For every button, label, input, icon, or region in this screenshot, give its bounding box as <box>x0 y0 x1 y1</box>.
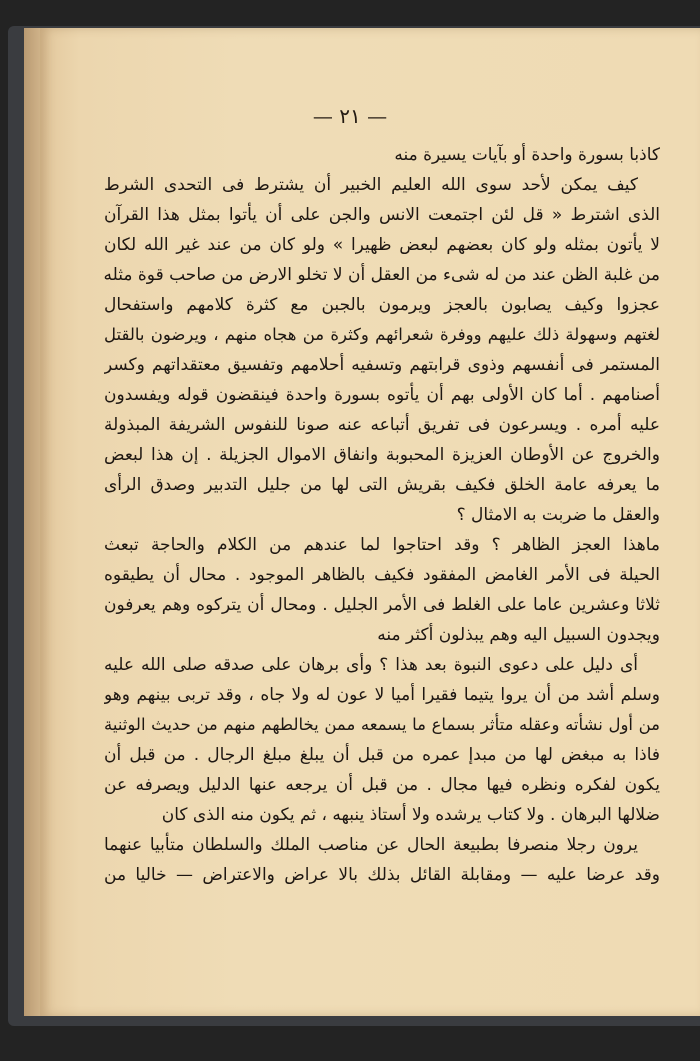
text-line: عجزوا وكيف يصابون بالعجز ويرمون بالجبن مع كثرة كلامهم واستفحال <box>104 295 660 315</box>
text-line: وسلم أشد من أن يروا يتيما فقيرا أميا لا عون له ولا جاه ، وقد تربى بينهم وهو <box>104 685 660 705</box>
page-number: — ٢١ — <box>312 104 388 128</box>
text-line: والخروج عن الأوطان العزيزة المحبوبة وانفاق الاموال الجزيلة . إن هذا لبعض <box>104 445 660 465</box>
text-line: فاذا به مبغض لها من مبدإ عمره من قبل أن يبلغ مبلغ الرجال . من قبل أن <box>104 745 660 765</box>
text-line: ثلاثا وعشرين عاما على الغلط فى الأمر الجليل . ومحال أن يتركوه وهم يعرفون <box>104 595 660 615</box>
text-line: كيف يمكن لأحد سوى الله العليم الخبير أن يشترط فى التحدى الشرط <box>104 175 638 195</box>
body-text <box>104 140 660 890</box>
text-line: الذى اشترط « قل لئن اجتمعت الانس والجن على أن يأتوا بمثل هذا القرآن <box>104 205 660 225</box>
text-line: الحيلة فى الأمر الغامض المفقود فكيف بالظاهر الموجود . محال أن يطيقوه <box>104 565 660 585</box>
text-line: ماهذا العجز الظاهر ؟ وقد احتاجوا لما عندهم من الكلام والحاجة تبعث <box>104 535 660 555</box>
text-line: يرون رجلا منصرفا بطبيعة الحال عن مناصب الملك والسلطان متأبيا عنهما <box>104 835 638 855</box>
text-line: أى دليل على دعوى النبوة بعد هذا ؟ وأى برهان على صدقه صلى الله عليه <box>104 655 638 675</box>
text-line: كاذبا بسورة واحدة أو بآيات يسيرة منه <box>394 145 660 165</box>
text-line: لغتهم وسهولة ذلك عليهم ووفرة شعرائهم وكثرة من هجاه منهم ، ويرضون بالقتل <box>104 325 660 344</box>
text-line: يكون لفكره ونظره فيها مجال . من قبل أن يرجعه عنها الدليل ويصرفه عن <box>104 775 660 795</box>
text-line: عليه أمره . ويسرعون فى تفريق أتباعه عنه صونا للنفوس الشريفة المبذولة <box>104 415 660 435</box>
text-line: لا يأتون بمثله ولو كان بعضهم لبعض ظهيرا » ولو كان من عند غير الله لكان <box>104 235 660 255</box>
text-line: وقد عرضا عليه — ومقابلة القائل بذلك بالا عراض والاعتراض — خاليا من <box>104 865 660 885</box>
text-line: أصنامهم . أما كان الأولى بهم أن يأتوه بسورة واحدة فينقضون قوله ويفسدون <box>104 385 660 405</box>
text-line: ويجدون السبيل اليه وهم يبذلون أكثر منه <box>377 625 660 645</box>
text-line: والعقل ما ضربت به الامثال ؟ <box>456 505 660 525</box>
text-line: المستمر فى أنفسهم وذوى قرابتهم وتسفيه أحلامهم وتفسيق معتقداتهم وكسر <box>104 355 660 375</box>
text-line: من أول نشأته وعقله متأثر بسماع ما يسمعه ممن يخالطهم منهم من حديث الوثنية <box>104 715 660 734</box>
text-line: ما يعرفه عامة الخلق فكيف بقريش التى لها من جليل التدبير وصدق الرأى <box>104 475 660 495</box>
text-line: من غلبة الظن عند من له شىء من العقل أن لا تخلو الارض من صاحب قوة مثله <box>104 265 660 285</box>
text-line: ضلالها البرهان . ولا كتاب يرشده ولا أستاذ ينبهه ، ثم يكون منه الذى كان <box>161 805 660 825</box>
